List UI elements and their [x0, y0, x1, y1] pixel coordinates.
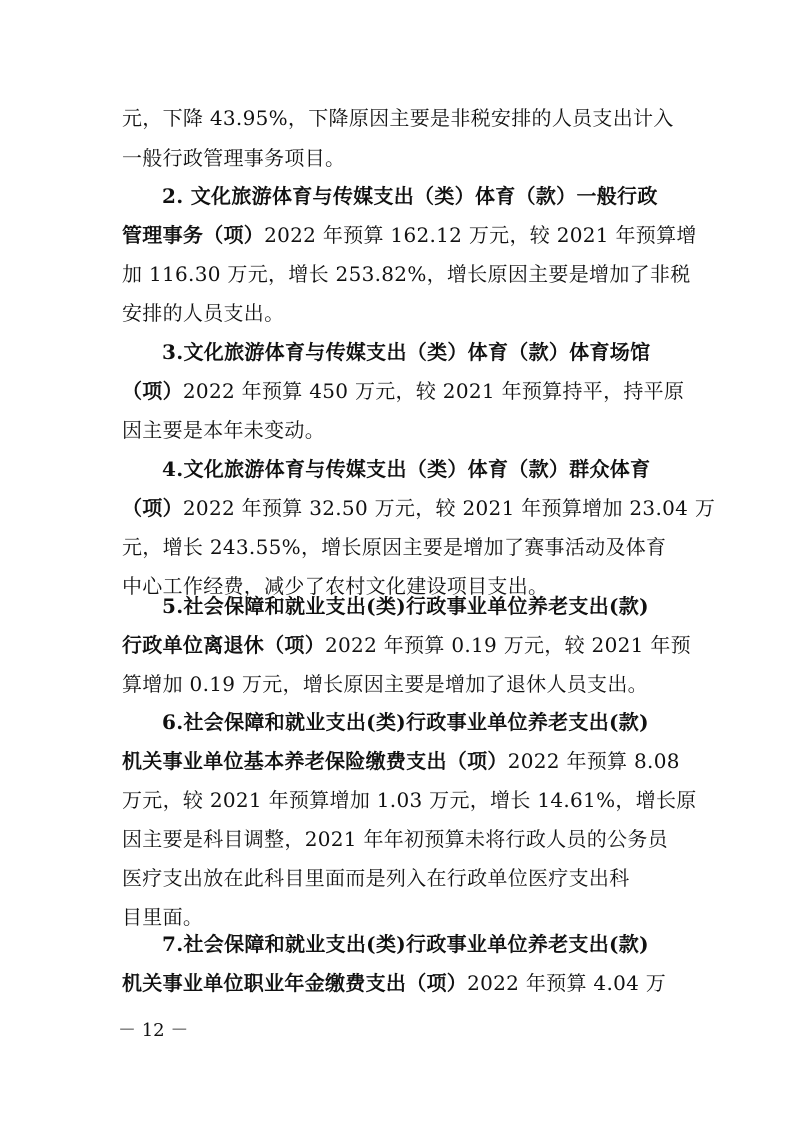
body-text: 2022 年预算 8.08	[507, 749, 680, 773]
text-line	[122, 252, 691, 296]
text-line	[122, 408, 325, 452]
body-text: 安排的人员支出。	[122, 301, 285, 325]
text-line	[122, 96, 674, 140]
bold-heading-text: 5.社会保障和就业支出(类)行政事业单位养老支出(款)	[162, 594, 649, 618]
body-text: 2022 年预算 162.12 万元，较 2021 年预算增	[264, 223, 697, 247]
text-line	[122, 778, 697, 822]
bold-heading-text: 3.文化旅游体育与传媒支出（类）体育（款）体育场馆	[162, 340, 651, 364]
text-line	[122, 291, 284, 335]
text-line	[162, 922, 649, 966]
body-text: 因主要是本年未变动。	[122, 418, 325, 442]
bold-heading-text: 4.文化旅游体育与传媒支出（类）体育（款）群众体育	[162, 457, 651, 481]
text-line	[162, 174, 658, 218]
body-text: 2022 年预算 0.19 万元，较 2021 年预	[325, 633, 691, 657]
text-line	[122, 369, 684, 413]
bold-heading-text: 行政单位离退休（项）	[122, 633, 325, 657]
text-line	[122, 856, 630, 900]
body-text: 医疗支出放在此科目里面而是列入在行政单位医疗支出科	[122, 866, 630, 890]
bold-heading-text: 机关事业单位基本养老保险缴费支出（项）	[122, 749, 508, 773]
text-line	[122, 213, 697, 257]
bold-heading-text: （项）	[122, 496, 183, 520]
bold-heading-text: （项）	[122, 379, 183, 403]
page-number-label: － 12 －	[118, 1020, 189, 1041]
body-text: 2022 年预算 4.04 万	[467, 971, 667, 995]
bold-heading-text: 7.社会保障和就业支出(类)行政事业单位养老支出(款)	[162, 932, 649, 956]
text-line	[122, 525, 666, 569]
body-text: 元，增长 243.55%，增长原因主要是增加了赛事活动及体育	[122, 535, 667, 559]
bold-heading-text: 管理事务（项）	[122, 223, 265, 247]
bold-heading-text: 机关事业单位职业年金缴费支出（项）	[122, 971, 468, 995]
text-line	[122, 486, 715, 530]
page-number	[0, 1016, 793, 1046]
text-line	[162, 447, 650, 491]
body-text: 元，下降 43.95%，下降原因主要是非税安排的人员支出计入	[122, 106, 674, 130]
body-text: 中心工作经费，减少了农村文化建设项目支出。	[122, 574, 549, 598]
body-text: 目里面。	[122, 905, 204, 929]
text-line	[162, 584, 649, 628]
body-text: 2022 年预算 32.50 万元，较 2021 年预算增加 23.04 万	[182, 496, 716, 520]
text-line	[162, 700, 649, 744]
bold-heading-text: 6.社会保障和就业支出(类)行政事业单位养老支出(款)	[162, 710, 649, 734]
text-line	[162, 330, 650, 374]
text-line	[122, 739, 680, 783]
body-text: 万元，较 2021 年预算增加 1.03 万元，增长 14.61%，增长原	[122, 788, 697, 812]
text-line	[122, 817, 668, 861]
body-text: 因主要是科目调整，2021 年年初预算未将行政人员的公务员	[122, 827, 668, 851]
bold-heading-text: 2. 文化旅游体育与传媒支出（类）体育（款）一般行政	[162, 184, 658, 208]
body-text: 一般行政管理事务项目。	[122, 146, 346, 170]
text-line	[122, 961, 666, 1005]
body-text: 算增加 0.19 万元，增长原因主要是增加了退休人员支出。	[122, 672, 648, 696]
body-text: 加 116.30 万元，增长 253.82%，增长原因主要是增加了非税	[122, 262, 691, 286]
body-text: 2022 年预算 450 万元，较 2021 年预算持平，持平原	[182, 379, 685, 403]
text-line	[122, 623, 691, 667]
